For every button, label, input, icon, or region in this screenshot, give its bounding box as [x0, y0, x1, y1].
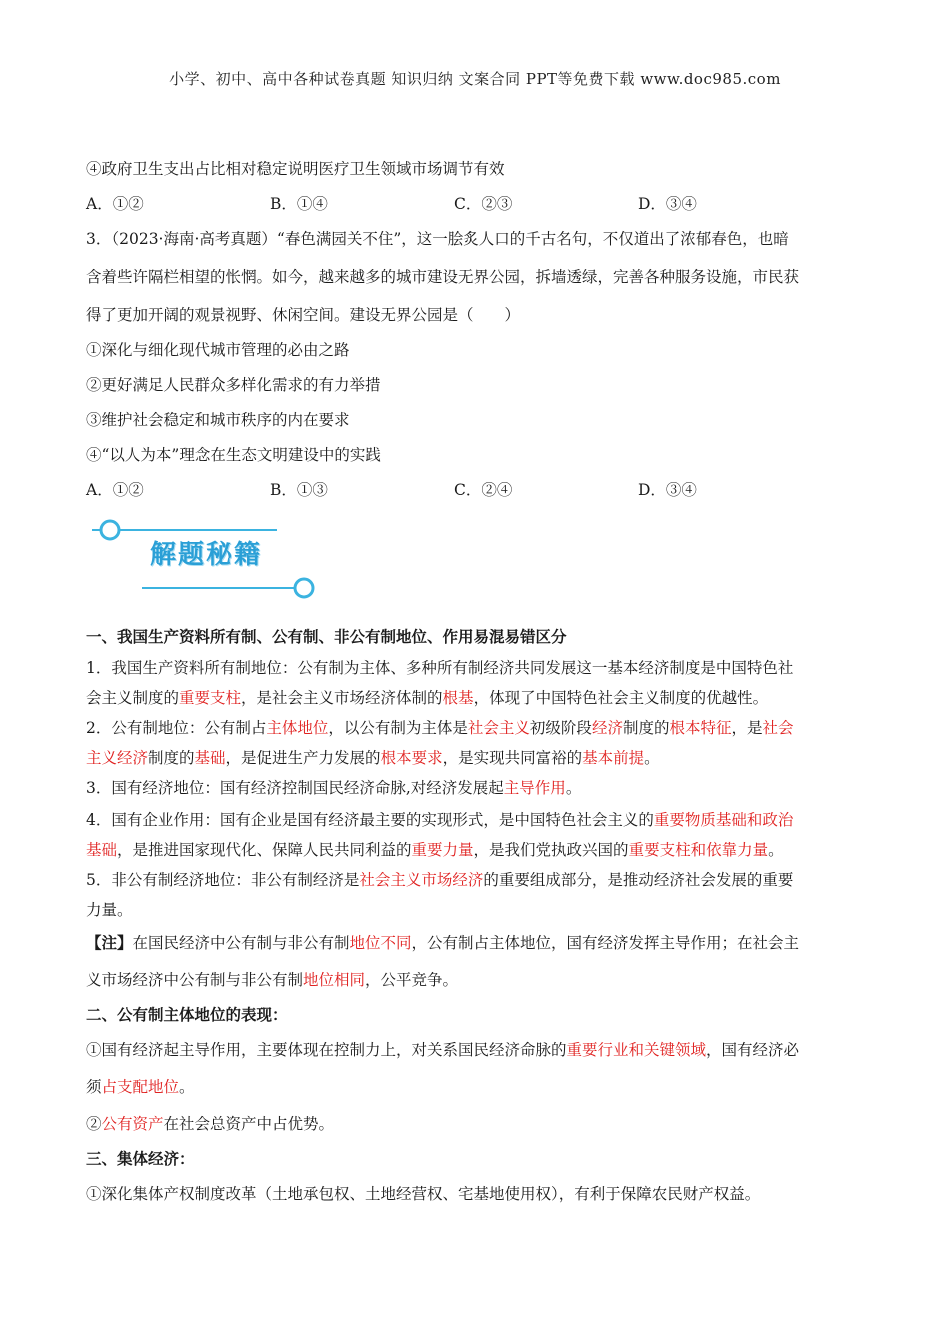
section-1-paragraph-3: 3．国有经济地位：国有经济控制国民经济命脉,对经济发展起主导作用。: [86, 779, 582, 797]
q3-option-c: C．②④: [454, 481, 513, 499]
section-1-paragraph-2: 2．公有制地位：公有制占主体地位，以公有制为主体是社会主义初级阶段经济制度的根本特征，是社会 主义经济制度的基础，是促进生产力发展的根本要求，是实现共同富裕的基本前提。: [86, 719, 794, 767]
q2-option-a: A．①②: [86, 195, 144, 213]
q2-option-c: C．②③: [454, 195, 513, 213]
section-2-paragraph-2: ②公有资产在社会总资产中占优势。: [86, 1115, 335, 1133]
q3-item-2: ②更好满足人民群众多样化需求的有力举措: [86, 376, 381, 394]
q2-option-d: D．③④: [638, 195, 697, 213]
q3-option-a: A．①②: [86, 481, 144, 499]
section-2-heading: 二、公有制主体地位的表现：: [86, 1005, 288, 1024]
q3-item-4: ④“以人为本”理念在生态文明建设中的实践: [86, 446, 381, 464]
q3-option-b: B．①③: [270, 481, 328, 499]
q3-stem-line-1: 3．（2023·海南·高考真题）“春色满园关不住”，这一脍炙人口的千古名句，不仅道出了浓郁春色，也暗: [86, 230, 789, 248]
q2-item-4: ④政府卫生支出占比相对稳定说明医疗卫生领域市场调节有效: [86, 160, 505, 178]
section-1-paragraph-5: 5．非公有制经济地位：非公有制经济是社会主义市场经济的重要组成部分，是推动经济社会发展的重要 力量。: [86, 871, 794, 919]
section-2-paragraph-1: ①国有经济起主导作用，主要体现在控制力上，对关系国民经济命脉的重要行业和关键领域，国有经济必 须占支配地位。: [86, 1041, 800, 1096]
page-header: 小学、初中、高中各种试卷真题 知识归纳 文案合同 PPT等免费下载 www.doc985.com: [169, 70, 781, 88]
q3-stem-line-2: 含着些许隔栏相望的怅惘。如今，越来越多的城市建设无界公园，拆墙透绿，完善各种服务设施，市民获: [86, 268, 800, 286]
q2-options: [86, 194, 866, 214]
section-1-heading: 一、我国生产资料所有制、公有制、非公有制地位、作用易混易错区分: [86, 627, 567, 646]
q3-option-d: D．③④: [638, 481, 697, 499]
banner-title: 解题秘籍: [150, 540, 263, 570]
q3-item-3: ③维护社会稳定和城市秩序的内在要求: [86, 411, 350, 429]
q3-item-1: ①深化与细化现代城市管理的必由之路: [86, 341, 350, 359]
q3-options: [86, 480, 866, 500]
section-3-heading: 三、集体经济：: [86, 1149, 195, 1168]
section-1-paragraph-1: 1．我国生产资料所有制地位：公有制为主体、多种所有制经济共同发展这一基本经济制度是中国特色社 会主义制度的重要支柱，是社会主义市场经济体制的根基，体现了中国特色社会主义制度的优越性。: [86, 659, 794, 707]
section-1-paragraph-4: 4．国有企业作用：国有企业是国有经济最主要的实现形式，是中国特色社会主义的重要物质基础和政治 基础，是推进国家现代化、保障人民共同利益的重要力量，是我们党执政兴国的重要支柱和依靠力量。: [86, 811, 794, 859]
tips-banner: [92, 516, 322, 611]
section-1-note: 【注】在国民经济中公有制与非公有制地位不同，公有制占主体地位，国有经济发挥主导作用；在社会主 义市场经济中公有制与非公有制地位相同，公平竞争。: [86, 933, 800, 989]
section-3-paragraph-1: ①深化集体产权制度改革（土地承包权、土地经营权、宅基地使用权），有利于保障农民财产权益。: [86, 1185, 761, 1203]
q2-option-b: B．①④: [270, 195, 328, 213]
document-body: [86, 150, 866, 1204]
q3-stem-line-3: 得了更加开阔的观景视野、休闲空间。建设无界公园是（ ）: [86, 306, 521, 324]
